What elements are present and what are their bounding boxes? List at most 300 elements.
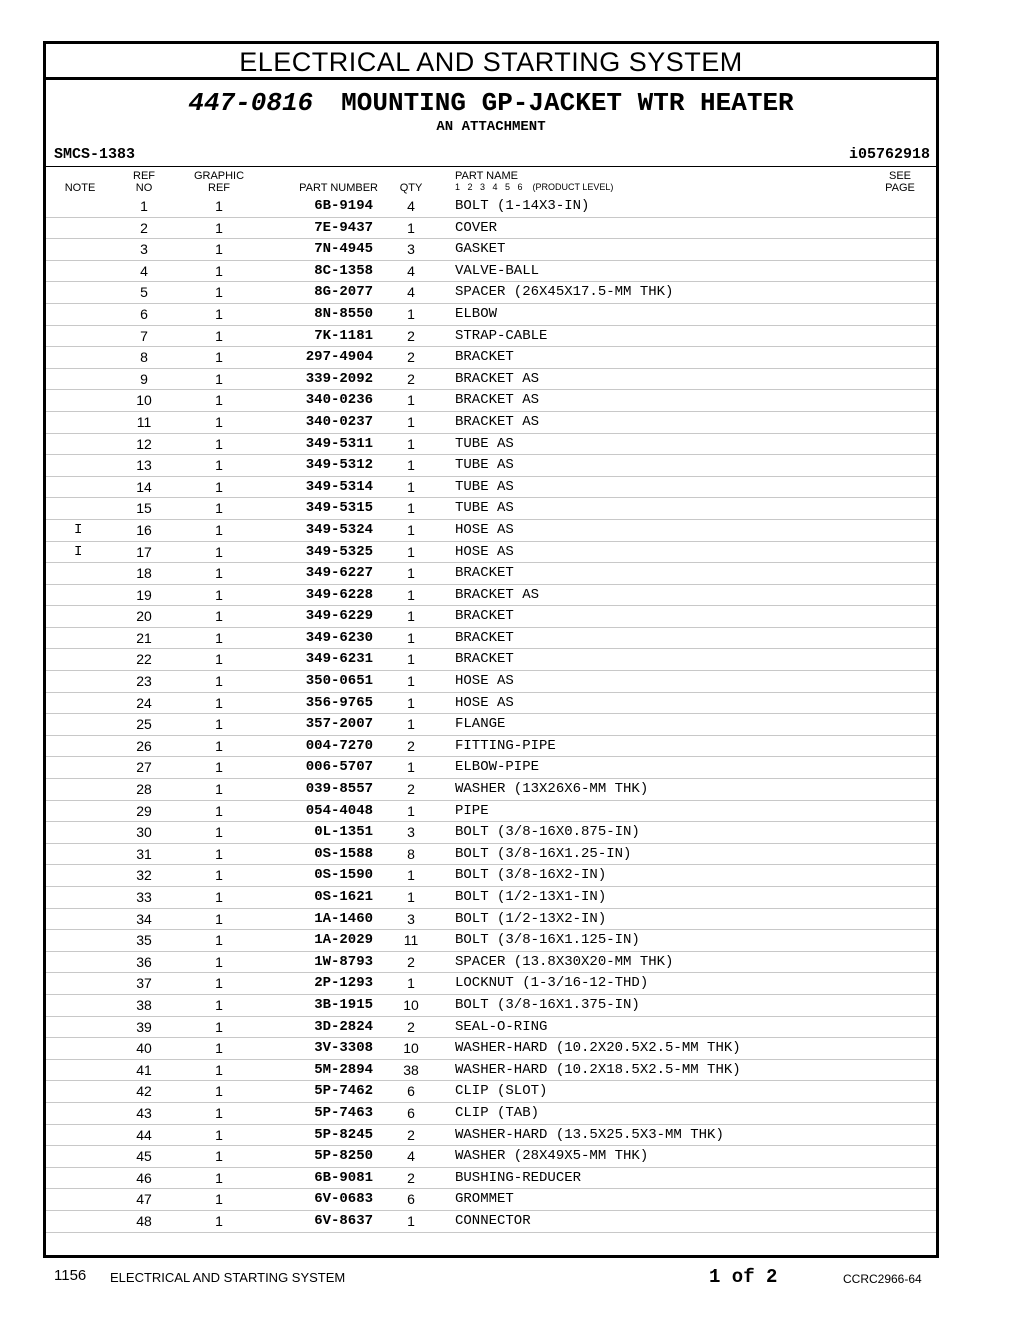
part-name-cell: STRAP-CABLE [455, 327, 548, 344]
part-number-cell: 039-8557 [305, 781, 373, 798]
part-number-cell: 340-0237 [305, 413, 373, 430]
graphic-ref-cell: 1 [215, 1148, 223, 1165]
ref-no-cell: 10 [136, 392, 152, 409]
ref-no-cell: 12 [136, 435, 152, 452]
table-row [46, 1125, 936, 1147]
graphic-ref-cell: 1 [215, 1191, 223, 1208]
table-row [46, 520, 936, 542]
table-row [46, 801, 936, 823]
ref-no-cell: 20 [136, 608, 152, 625]
qty-cell: 1 [407, 543, 415, 560]
table-row [46, 369, 936, 391]
ref-no-cell: 38 [136, 996, 152, 1013]
table-row [46, 1081, 936, 1103]
header-part-number: PART NUMBER [299, 182, 378, 194]
ref-no-cell: 5 [140, 284, 148, 301]
qty-cell: 4 [407, 198, 415, 214]
part-number-cell: 349-5311 [305, 435, 373, 452]
ref-no-cell: 8 [140, 349, 148, 366]
part-number-cell: 3B-1915 [314, 996, 373, 1013]
part-name-cell: LOCKNUT (1-3/16-12-THD) [455, 975, 649, 992]
part-name-cell: HOSE AS [455, 673, 514, 690]
qty-cell: 1 [407, 1212, 415, 1229]
graphic-ref-cell: 1 [215, 219, 223, 236]
graphic-ref-cell: 1 [215, 457, 223, 474]
part-number-cell: 339-2092 [305, 370, 373, 387]
part-name-cell: WASHER-HARD (10.2X20.5X2.5-MM THK) [455, 1040, 741, 1057]
parts-list-frame [43, 41, 939, 1258]
part-number-cell: 2P-1293 [314, 975, 373, 992]
part-name-cell: BOLT (3/8-16X1.375-IN) [455, 996, 640, 1013]
part-number-cell: 349-5324 [305, 521, 373, 538]
part-number-cell: 357-2007 [305, 716, 373, 733]
header-note: NOTE [64, 182, 96, 194]
header-ref-line1: REF [133, 170, 155, 182]
graphic-ref-cell: 1 [215, 996, 223, 1013]
qty-cell: 1 [407, 867, 415, 884]
header-ref [126, 170, 162, 194]
qty-cell: 3 [407, 241, 415, 258]
illustration-id: i05762918 [848, 146, 930, 163]
header-ref-line2: NO [135, 182, 153, 194]
ref-no-cell: 2 [140, 219, 148, 236]
part-number-cell: 350-0651 [305, 673, 373, 690]
qty-cell: 1 [407, 500, 415, 517]
part-name-cell: WASHER (13X26X6-MM THK) [455, 781, 649, 798]
footer-page-number: 1156 [54, 1267, 87, 1284]
part-number-cell: 7N-4945 [314, 241, 373, 258]
part-name-cell: BRACKET [455, 608, 514, 625]
qty-cell: 1 [407, 608, 415, 625]
table-row [46, 649, 936, 671]
qty-cell: 1 [407, 759, 415, 776]
table-row [46, 779, 936, 801]
ref-no-cell: 30 [136, 824, 152, 841]
table-row [46, 326, 936, 348]
part-name-cell: SEAL-O-RING [455, 1018, 548, 1035]
qty-cell: 2 [407, 327, 415, 344]
table-row [46, 1103, 936, 1125]
table-row [46, 1211, 936, 1233]
part-name-cell: CONNECTOR [455, 1212, 531, 1229]
ref-no-cell: 3 [140, 241, 148, 258]
graphic-ref-cell: 1 [215, 781, 223, 798]
ref-no-cell: 35 [136, 932, 152, 949]
part-number-cell: 6B-9194 [314, 198, 373, 214]
table-row [46, 844, 936, 866]
ref-no-cell: 18 [136, 565, 152, 582]
graphic-ref-cell: 1 [215, 1040, 223, 1057]
ref-no-cell: 33 [136, 889, 152, 905]
ref-no-cell: 37 [136, 975, 152, 992]
qty-cell: 2 [407, 953, 415, 970]
part-name-cell: SPACER (13.8X30X20-MM THK) [455, 953, 674, 970]
header-part-name: PART NAME [455, 170, 518, 182]
qty-cell: 1 [407, 565, 415, 582]
group-title [46, 88, 936, 118]
graphic-ref-cell: 1 [215, 262, 223, 279]
table-row [46, 1168, 936, 1190]
part-number-cell: 5P-7463 [314, 1104, 373, 1121]
qty-cell: 6 [407, 1083, 415, 1100]
table-row [46, 196, 936, 218]
graphic-ref-cell: 1 [215, 1083, 223, 1100]
table-row [46, 239, 936, 261]
part-name-cell: COVER [455, 219, 498, 236]
qty-cell: 1 [407, 651, 415, 668]
qty-cell: 2 [407, 1018, 415, 1035]
graphic-ref-cell: 1 [215, 327, 223, 344]
part-number-cell: 0S-1590 [314, 867, 373, 884]
header-see-line2: PAGE [885, 182, 915, 194]
part-name-cell: TUBE AS [455, 478, 514, 495]
graphic-ref-cell: 1 [215, 651, 223, 668]
qty-cell: 4 [407, 262, 415, 279]
part-name-cell: ELBOW-PIPE [455, 759, 540, 776]
ref-no-cell: 34 [136, 910, 152, 927]
footer-page-of: 1 of 2 [709, 1266, 778, 1288]
graphic-ref-cell: 1 [215, 1212, 223, 1229]
qty-cell: 1 [407, 802, 415, 819]
qty-cell: 2 [407, 1126, 415, 1143]
part-number-cell: 004-7270 [305, 737, 373, 754]
qty-cell: 6 [407, 1104, 415, 1121]
part-name-cell: BRACKET [455, 349, 514, 366]
part-name-cell: SPACER (26X45X17.5-MM THK) [455, 284, 674, 301]
part-number-cell: 349-6228 [305, 586, 373, 603]
graphic-ref-cell: 1 [215, 198, 223, 214]
graphic-ref-cell: 1 [215, 953, 223, 970]
qty-cell: 1 [407, 392, 415, 409]
table-row [46, 757, 936, 779]
part-name-cell: TUBE AS [455, 500, 514, 517]
part-number-cell: 054-4048 [305, 802, 373, 819]
graphic-ref-cell: 1 [215, 565, 223, 582]
graphic-ref-cell: 1 [215, 824, 223, 841]
part-name-cell: BRACKET AS [455, 586, 540, 603]
part-number-cell: 297-4904 [305, 349, 373, 366]
part-number-cell: 6B-9081 [314, 1169, 373, 1186]
ref-no-cell: 46 [136, 1169, 152, 1186]
graphic-ref-cell: 1 [215, 694, 223, 711]
part-name-cell: BRACKET AS [455, 392, 540, 409]
ref-no-cell: 14 [136, 478, 152, 495]
qty-cell: 1 [407, 219, 415, 236]
ref-no-cell: 41 [136, 1061, 152, 1078]
ref-no-cell: 17 [136, 543, 152, 560]
part-number-cell: 1A-1460 [314, 910, 373, 927]
qty-cell: 1 [407, 889, 415, 905]
qty-cell: 1 [407, 975, 415, 992]
part-name-cell: CLIP (TAB) [455, 1104, 540, 1121]
part-number-cell: 349-6231 [305, 651, 373, 668]
header-see-line1: SEE [888, 170, 911, 182]
part-name-cell: HOSE AS [455, 543, 514, 560]
part-number-cell: 1A-2029 [314, 932, 373, 949]
part-name-cell: BUSHING-REDUCER [455, 1169, 582, 1186]
qty-cell: 2 [407, 781, 415, 798]
table-row [46, 1017, 936, 1039]
part-number-cell: 349-5312 [305, 457, 373, 474]
part-number-cell: 349-6229 [305, 608, 373, 625]
qty-cell: 6 [407, 1191, 415, 1208]
graphic-ref-cell: 1 [215, 392, 223, 409]
graphic-ref-cell: 1 [215, 284, 223, 301]
ref-no-cell: 48 [136, 1212, 152, 1229]
part-number-cell: 3V-3308 [314, 1040, 373, 1057]
part-name-cell: WASHER-HARD (13.5X25.5X3-MM THK) [455, 1126, 724, 1143]
part-name-cell: CLIP (SLOT) [455, 1083, 548, 1100]
qty-cell: 3 [407, 824, 415, 841]
part-number-cell: 006-5707 [305, 759, 373, 776]
graphic-ref-cell: 1 [215, 975, 223, 992]
qty-cell: 1 [407, 305, 415, 322]
part-number-cell: 356-9765 [305, 694, 373, 711]
header-product-level: 1 2 3 4 5 6 (PRODUCT LEVEL) [455, 182, 614, 192]
table-row [46, 218, 936, 240]
qty-cell: 3 [407, 910, 415, 927]
part-name-cell: BRACKET [455, 565, 514, 582]
part-name-cell: VALVE-BALL [455, 262, 540, 279]
header-graphic-ref [186, 170, 252, 194]
table-row [46, 563, 936, 585]
part-number-cell: 5P-8250 [314, 1148, 373, 1165]
ref-no-cell: 9 [140, 370, 148, 387]
graphic-ref-cell: 1 [215, 889, 223, 905]
graphic-ref-cell: 1 [215, 349, 223, 366]
ref-no-cell: 19 [136, 586, 152, 603]
graphic-ref-cell: 1 [215, 1104, 223, 1121]
table-row [46, 347, 936, 369]
qty-cell: 1 [407, 694, 415, 711]
part-number-cell: 0S-1588 [314, 845, 373, 862]
part-name-cell: BOLT (3/8-16X1.25-IN) [455, 845, 632, 862]
header-qty: QTY [399, 182, 423, 194]
qty-cell: 1 [407, 716, 415, 733]
table-row [46, 822, 936, 844]
qty-cell: 1 [407, 629, 415, 646]
graphic-ref-cell: 1 [215, 716, 223, 733]
part-number-cell: 349-5325 [305, 543, 373, 560]
graphic-ref-cell: 1 [215, 845, 223, 862]
smcs-code: SMCS-1383 [54, 146, 136, 163]
parts-table-body [46, 196, 936, 1233]
table-row [46, 477, 936, 499]
qty-cell: 11 [403, 932, 419, 949]
part-number-cell: 7E-9437 [314, 219, 373, 236]
ref-no-cell: 16 [136, 521, 152, 538]
table-row [46, 736, 936, 758]
table-row [46, 390, 936, 412]
qty-cell: 2 [407, 349, 415, 366]
qty-cell: 4 [407, 1148, 415, 1165]
part-number-cell: 0L-1351 [314, 824, 373, 841]
ref-no-cell: 28 [136, 781, 152, 798]
part-name-cell: BOLT (3/8-16X2-IN) [455, 867, 607, 884]
header-divider [46, 166, 936, 167]
part-number-cell: 349-6230 [305, 629, 373, 646]
ref-no-cell: 29 [136, 802, 152, 819]
part-name-cell: BOLT (1/2-13X2-IN) [455, 910, 607, 927]
table-row [46, 412, 936, 434]
part-number-cell: 5P-7462 [314, 1083, 373, 1100]
graphic-ref-cell: 1 [215, 370, 223, 387]
ref-no-cell: 1 [140, 198, 148, 214]
table-row [46, 542, 936, 564]
part-number-cell: 340-0236 [305, 392, 373, 409]
ref-no-cell: 7 [140, 327, 148, 344]
part-number-cell: 8N-8550 [314, 305, 373, 322]
part-name-cell: BRACKET [455, 651, 514, 668]
part-name-cell: FITTING-PIPE [455, 737, 556, 754]
part-number-cell: 349-6227 [305, 565, 373, 582]
graphic-ref-cell: 1 [215, 435, 223, 452]
qty-cell: 2 [407, 737, 415, 754]
ref-no-cell: 21 [136, 629, 152, 646]
qty-cell: 1 [407, 586, 415, 603]
ref-no-cell: 27 [136, 759, 152, 776]
ref-no-cell: 47 [136, 1191, 152, 1208]
table-row [46, 498, 936, 520]
part-name-cell: FLANGE [455, 716, 506, 733]
table-row [46, 693, 936, 715]
part-name-cell: BOLT (1/2-13X1-IN) [455, 889, 607, 905]
part-name-cell: BRACKET AS [455, 413, 540, 430]
note-cell: I [74, 521, 83, 538]
part-number-cell: 5P-8245 [314, 1126, 373, 1143]
part-name-cell: BOLT (1-14X3-IN) [455, 198, 590, 214]
table-row [46, 930, 936, 952]
part-name-cell: BOLT (3/8-16X1.125-IN) [455, 932, 640, 949]
table-row [46, 1146, 936, 1168]
table-row [46, 1189, 936, 1211]
ref-no-cell: 39 [136, 1018, 152, 1035]
graphic-ref-cell: 1 [215, 802, 223, 819]
graphic-ref-cell: 1 [215, 759, 223, 776]
graphic-ref-cell: 1 [215, 1169, 223, 1186]
footer-code: CCRC2966-64 [843, 1272, 922, 1286]
graphic-ref-cell: 1 [215, 608, 223, 625]
ref-no-cell: 31 [136, 845, 152, 862]
qty-cell: 1 [407, 435, 415, 452]
part-number-cell: 8G-2077 [314, 284, 373, 301]
table-row [46, 261, 936, 283]
part-number-cell: 7K-1181 [314, 327, 373, 344]
ref-no-cell: 44 [136, 1126, 152, 1143]
note-cell: I [74, 543, 83, 560]
part-number-cell: 0S-1621 [314, 889, 373, 905]
part-number-cell: 349-5315 [305, 500, 373, 517]
ref-no-cell: 45 [136, 1148, 152, 1165]
ref-no-cell: 26 [136, 737, 152, 754]
graphic-ref-cell: 1 [215, 1018, 223, 1035]
table-row [46, 628, 936, 650]
qty-cell: 1 [407, 478, 415, 495]
part-name-cell: TUBE AS [455, 435, 514, 452]
graphic-ref-cell: 1 [215, 932, 223, 949]
graphic-ref-cell: 1 [215, 543, 223, 560]
graphic-ref-cell: 1 [215, 867, 223, 884]
ref-no-cell: 25 [136, 716, 152, 733]
subtitle: AN ATTACHMENT [436, 119, 546, 135]
qty-cell: 38 [403, 1061, 419, 1078]
table-row [46, 995, 936, 1017]
ref-no-cell: 23 [136, 673, 152, 690]
graphic-ref-cell: 1 [215, 673, 223, 690]
header-graphic-line1: GRAPHIC [193, 170, 245, 182]
part-name-cell: TUBE AS [455, 457, 514, 474]
ref-no-cell: 36 [136, 953, 152, 970]
part-name-cell: BOLT (3/8-16X0.875-IN) [455, 824, 640, 841]
table-row [46, 585, 936, 607]
ref-no-cell: 40 [136, 1040, 152, 1057]
graphic-ref-cell: 1 [215, 1061, 223, 1078]
part-name-cell: BRACKET [455, 629, 514, 646]
table-row [46, 434, 936, 456]
graphic-ref-cell: 1 [215, 586, 223, 603]
graphic-ref-cell: 1 [215, 737, 223, 754]
ref-no-cell: 32 [136, 867, 152, 884]
graphic-ref-cell: 1 [215, 629, 223, 646]
qty-cell: 1 [407, 413, 415, 430]
part-name-cell: BRACKET AS [455, 370, 540, 387]
ref-no-cell: 13 [136, 457, 152, 474]
part-name-cell: WASHER (28X49X5-MM THK) [455, 1148, 649, 1165]
table-row [46, 909, 936, 931]
table-row [46, 952, 936, 974]
part-name-cell: HOSE AS [455, 694, 514, 711]
ref-no-cell: 22 [136, 651, 152, 668]
qty-cell: 1 [407, 457, 415, 474]
table-row [46, 865, 936, 887]
part-number-cell: 6V-0683 [314, 1191, 373, 1208]
ref-no-cell: 42 [136, 1083, 152, 1100]
part-number-cell: 3D-2824 [314, 1018, 373, 1035]
part-number-cell: 8C-1358 [314, 262, 373, 279]
header-see-page [878, 170, 922, 194]
part-number-cell: 6V-8637 [314, 1212, 373, 1229]
ref-no-cell: 11 [136, 413, 152, 430]
part-number-cell: 349-5314 [305, 478, 373, 495]
part-name-cell: GASKET [455, 241, 506, 258]
table-row [46, 973, 936, 995]
table-row [46, 304, 936, 326]
part-name-cell: PIPE [455, 802, 489, 819]
graphic-ref-cell: 1 [215, 521, 223, 538]
table-row [46, 455, 936, 477]
part-number-cell: 1W-8793 [314, 953, 373, 970]
qty-cell: 8 [407, 845, 415, 862]
table-row [46, 887, 936, 909]
graphic-ref-cell: 1 [215, 1126, 223, 1143]
part-name-cell: HOSE AS [455, 521, 514, 538]
graphic-ref-cell: 1 [215, 910, 223, 927]
ref-no-cell: 15 [136, 500, 152, 517]
table-row [46, 671, 936, 693]
qty-cell: 4 [407, 284, 415, 301]
part-name-cell: WASHER-HARD (10.2X18.5X2.5-MM THK) [455, 1061, 741, 1078]
graphic-ref-cell: 1 [215, 500, 223, 517]
graphic-ref-cell: 1 [215, 241, 223, 258]
qty-cell: 10 [403, 1040, 419, 1057]
section-title: ELECTRICAL AND STARTING SYSTEM [46, 44, 936, 80]
graphic-ref-cell: 1 [215, 478, 223, 495]
qty-cell: 2 [407, 1169, 415, 1186]
footer-section: ELECTRICAL AND STARTING SYSTEM [110, 1270, 346, 1285]
ref-no-cell: 6 [140, 305, 148, 322]
table-row [46, 1060, 936, 1082]
part-number-cell: 5M-2894 [314, 1061, 373, 1078]
